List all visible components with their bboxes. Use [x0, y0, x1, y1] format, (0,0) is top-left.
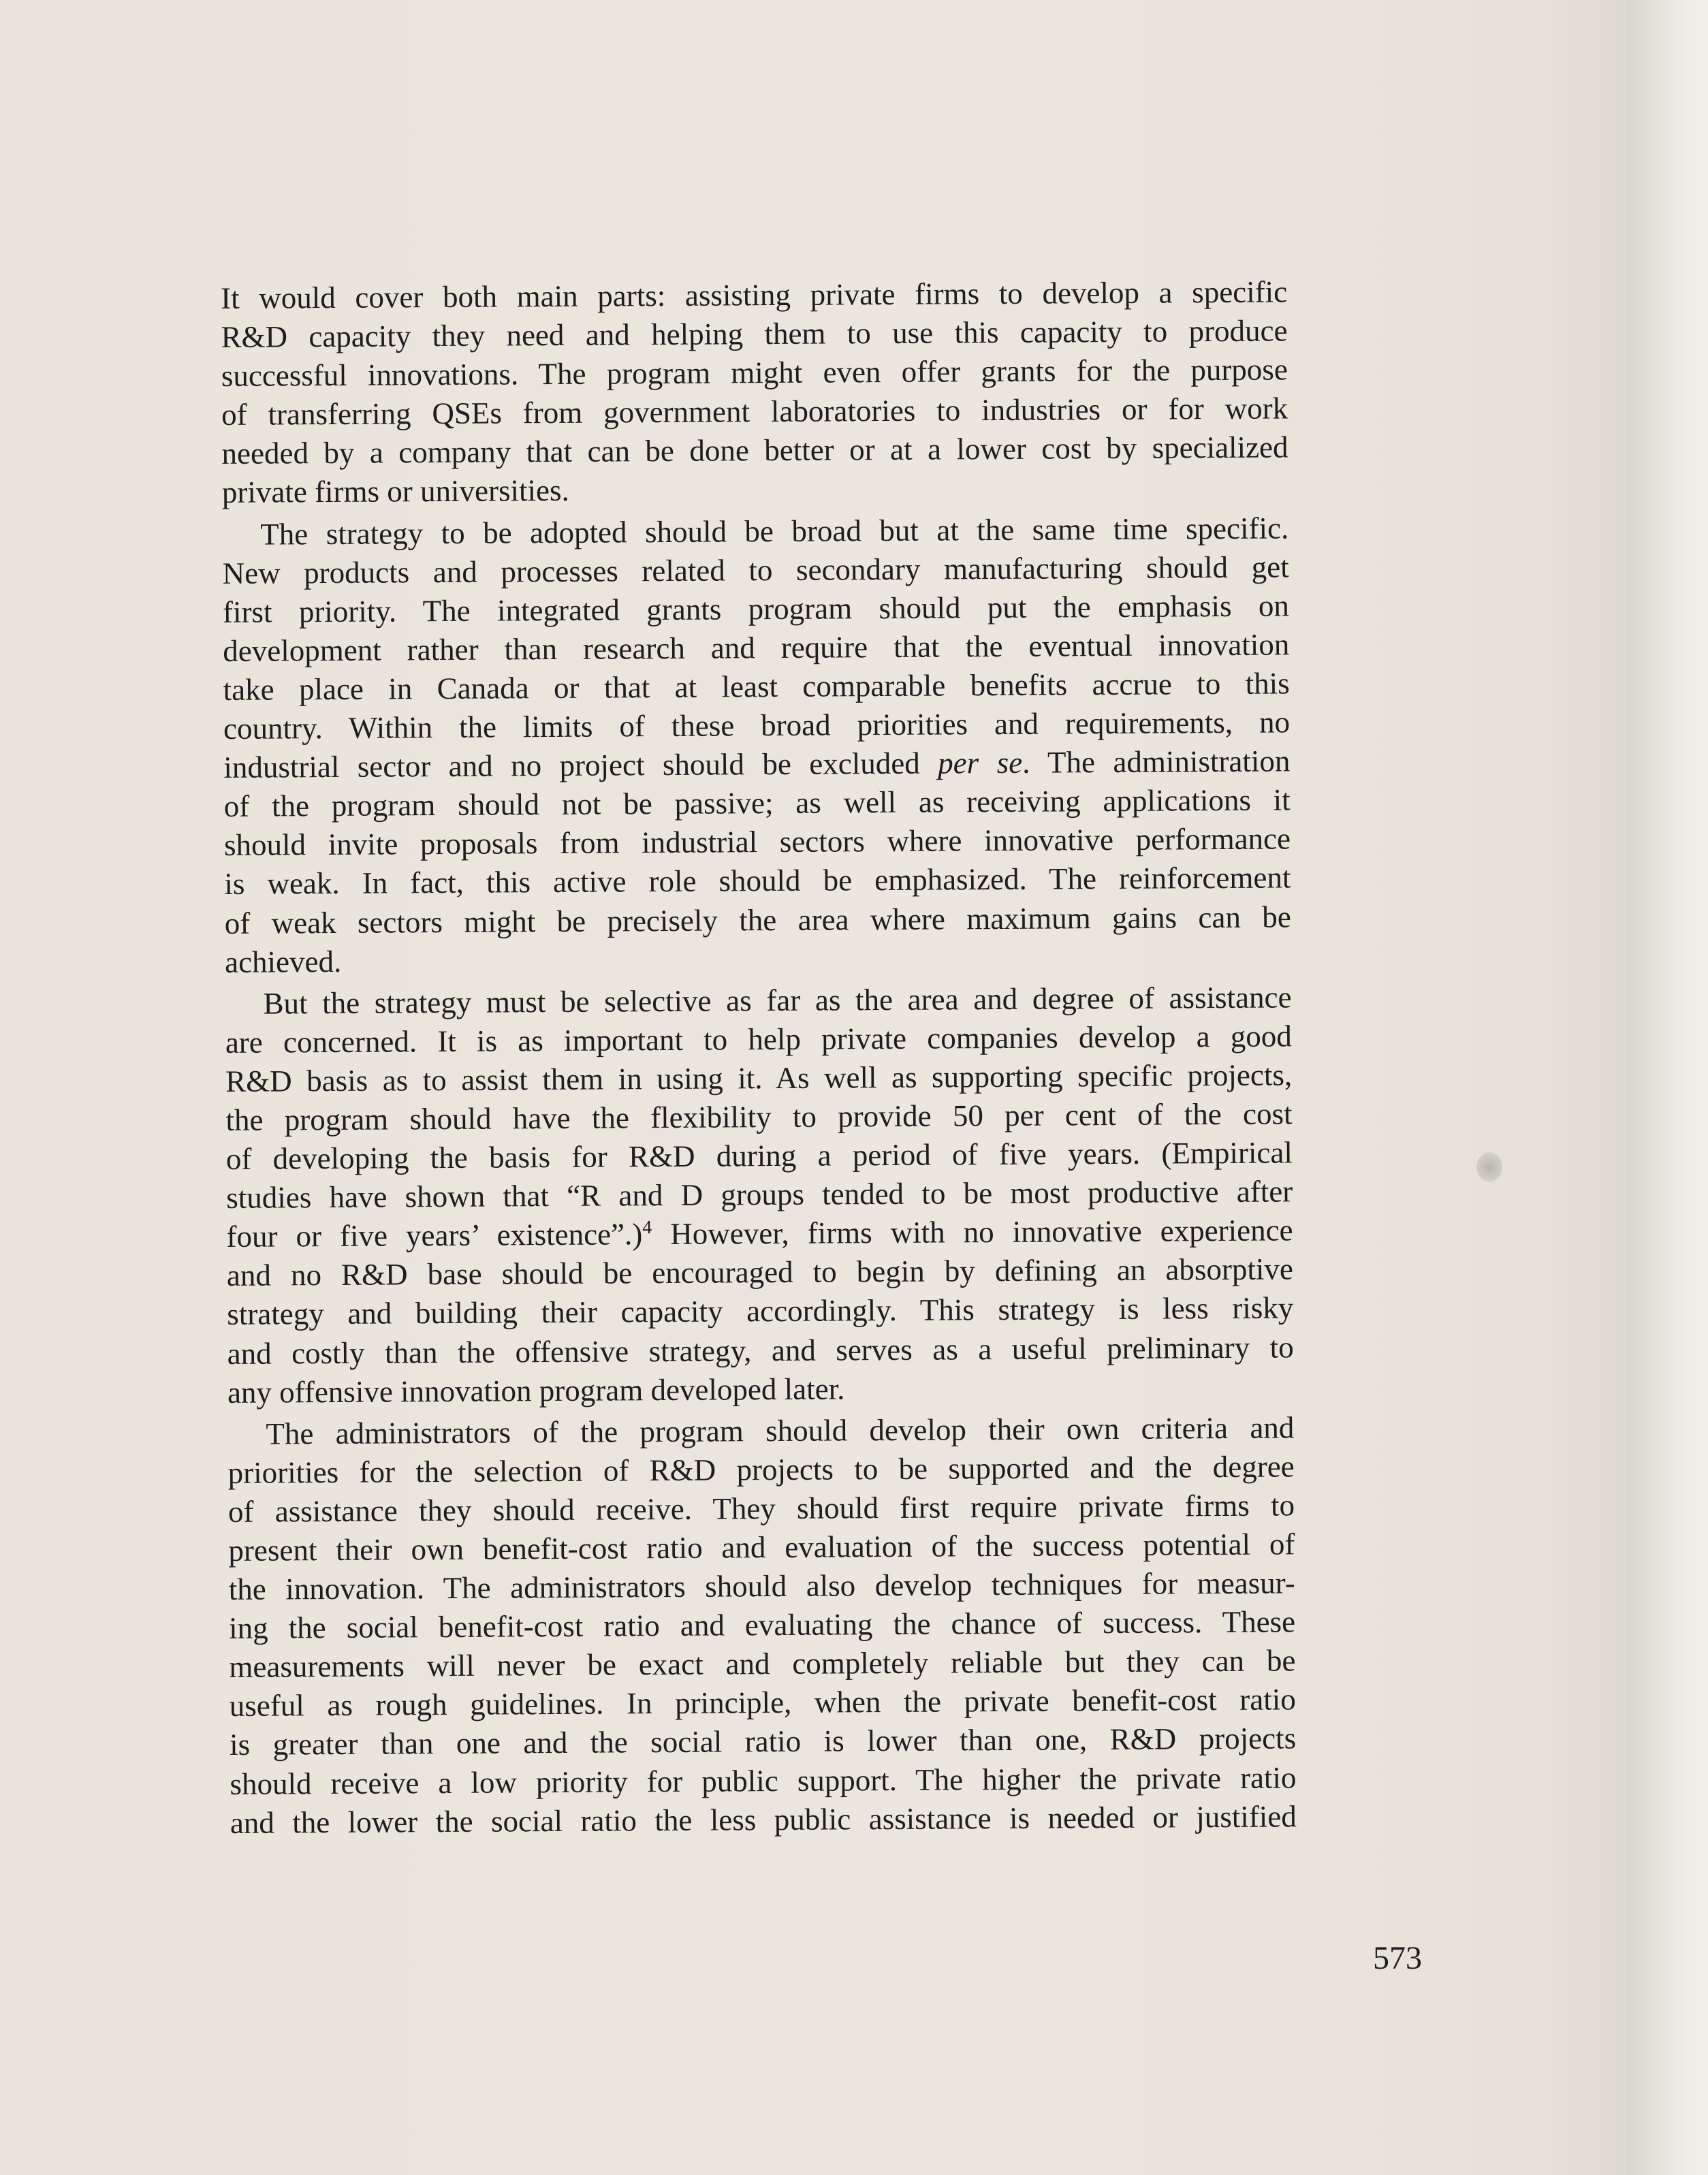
text-line: and no R&D base should be encouraged to begin by defining an absorptive: [226, 1252, 1294, 1293]
paper-spot: [1476, 1152, 1502, 1182]
text-line: New products and processes related to secondary manufacturing should get: [222, 550, 1289, 590]
text-line: needed by a company that can be done better or at a lower cost by specialized: [221, 430, 1288, 471]
text-line: and costly than the offensive strategy, and serves as a useful preliminary to: [227, 1329, 1294, 1371]
text-line: of the program should not be passive; as well as receiving applications it: [223, 782, 1291, 824]
text-line: of developing the basis for R&D during a period of five years. (Empirical: [225, 1135, 1293, 1177]
text-line-with-italic: industrial sector and no project should be excluded per se. The administration: [223, 744, 1291, 785]
paragraph-3: [225, 978, 1294, 1412]
text-line: should invite proposals from industrial sectors where innovative performance: [223, 821, 1291, 863]
text-line: take place in Canada or that at least comparable benefits accrue to this: [223, 666, 1290, 707]
body-text: [221, 272, 1297, 1842]
text-line: ing the social benefit-cost ratio and evaluating the chance of success. These: [228, 1604, 1296, 1646]
text-line: should receive a low priority for public support. The higher the private ratio: [230, 1760, 1297, 1801]
text-line: the innovation. The administrators should also develop techniques for measur-: [228, 1566, 1295, 1607]
text-line: of assistance they should receive. They should first require private firms to: [227, 1488, 1295, 1529]
text-line: measurements will never be exact and completely reliable but they can be: [229, 1643, 1296, 1685]
text-line: strategy and building their capacity accordingly. This strategy is less risky: [227, 1290, 1294, 1332]
text-line: is greater than one and the social ratio is lower than one, R&D projects: [229, 1721, 1297, 1762]
text-line-with-footnote: four or five years’ existence”.)$^4$ However, firms with no innovative experience: [226, 1213, 1293, 1254]
paragraph-2: [222, 509, 1291, 982]
text-line: successful innovations. The program might even offer grants for the purpose: [221, 352, 1288, 394]
text-line: studies have shown that “R and D groups tended to be most productive after: [226, 1174, 1293, 1216]
text-line: present their own benefit-cost ratio and evaluation of the success potential of: [228, 1527, 1295, 1568]
text-line: private firms or universities.: [221, 473, 569, 510]
text-line: the program should have the flexibility to provide 50 per cent of the cost: [225, 1096, 1293, 1137]
text-line: achieved.: [224, 944, 342, 979]
footnote-marker: 4: [642, 1217, 652, 1239]
text-line: useful as rough guidelines. In principle, when the private benefit-cost ratio: [229, 1682, 1296, 1724]
text-line: R&D capacity they need and helping them to use this capacity to produce: [221, 313, 1288, 355]
page-edge: [1628, 0, 1708, 2175]
text-line: any offensive innovation program developed later.: [227, 1371, 845, 1410]
text-line: The strategy to be adopted should be broad but at the same time specific.: [260, 510, 1289, 552]
text-line: first priority. The integrated grants program should put the emphasis on: [222, 588, 1290, 629]
text-line: development rather than research and require that the eventual innovation: [223, 627, 1290, 668]
text-line: The administrators of the program should develop their own criteria and: [266, 1410, 1295, 1451]
text-line: R&D basis as to assist them in using it. As well as supporting specific projects,: [225, 1058, 1293, 1098]
text-line: country. Within the limits of these broad priorities and requirements, no: [223, 705, 1291, 746]
paragraph-4: [227, 1408, 1297, 1843]
text-line: But the strategy must be selective as far as the area and degree of assistance: [263, 980, 1292, 1021]
text-line: of weak sectors might be precisely the area where maximum gains can be: [224, 899, 1291, 940]
paragraph-1: [221, 272, 1288, 512]
italic-phrase: per se: [938, 745, 1023, 780]
text-line: is weak. In fact, this active role should be emphasized. The reinforcement: [224, 860, 1291, 902]
text-line: It would cover both main parts: assisting private firms to develop a specific: [221, 274, 1288, 315]
page-number: 573: [1373, 1940, 1422, 1976]
text-line: of transferring QSEs from government laboratories to industries or for work: [221, 391, 1288, 432]
text-line: are concerned. It is as important to help private companies develop a good: [225, 1019, 1292, 1060]
text-line: and the lower the social ratio the less public assistance is needed or justified: [230, 1799, 1297, 1840]
text-line: priorities for the selection of R&D projects to be supported and the degree: [227, 1449, 1295, 1490]
